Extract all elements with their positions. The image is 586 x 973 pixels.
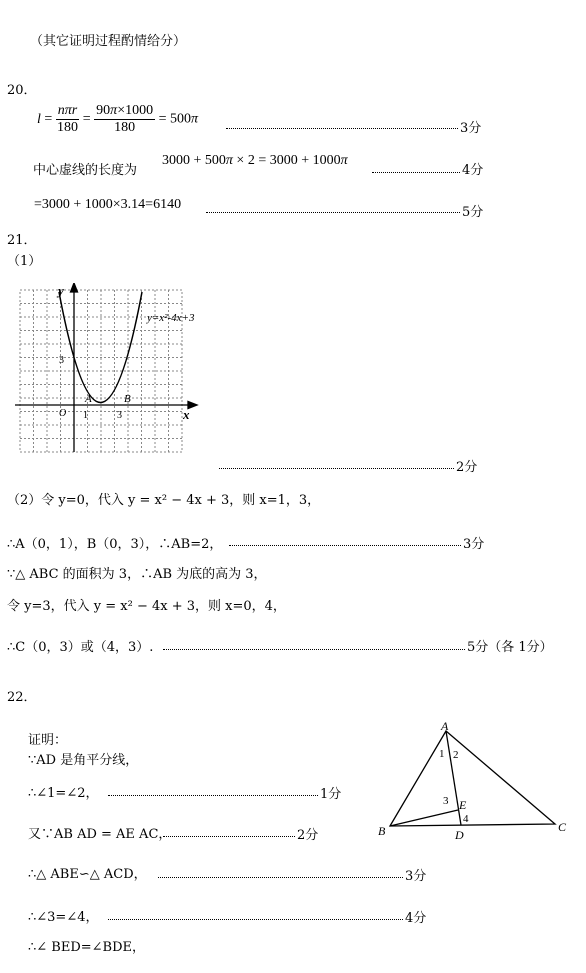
point-b-label: B	[124, 393, 131, 405]
vertex-c: C	[558, 820, 567, 834]
q20-line2-text: 中心虚线的长度为	[33, 163, 138, 178]
q20-line2-dots	[372, 172, 460, 173]
curve-label: y=x²-4x+3	[147, 312, 195, 324]
q22-line2-dots	[108, 795, 318, 796]
tick-3-x: 3	[117, 410, 122, 421]
q21-part2-line2-dots	[229, 545, 461, 546]
q22-line3: 又∵AB AD = AE AC，	[28, 827, 172, 842]
q21-part1-label: （1）	[7, 254, 42, 269]
q20-formula-1: l = nπr 180 = $\frac{90\pi\times 1000}{180}$ = 500π	[37, 103, 199, 135]
q22-line5-score: 4分	[405, 911, 427, 926]
vertex-e: E	[459, 798, 467, 812]
q22-proof-label: 证明：	[28, 733, 68, 748]
q22-line2: ∴∠1=∠2，	[28, 786, 99, 801]
vertex-a: A	[441, 719, 449, 733]
angle-2-label: 2	[453, 749, 459, 761]
q20-line3-formula: =3000 + 1000×3.14=6140	[34, 197, 182, 212]
q22-line2-score: 1分	[320, 787, 342, 802]
vertex-d: D	[455, 828, 464, 842]
q20-line2-score: 4分	[462, 163, 484, 178]
q21-part1-score: 2分	[456, 460, 478, 475]
q22-line4: ∴△ ABE∽△ ACD，	[28, 867, 147, 882]
q22-line1: ∵AD 是角平分线，	[28, 753, 139, 768]
q20-line2-formula: 3000 + 500π × 2 = 3000 + 1000π	[162, 153, 348, 168]
tick-3-y: 3	[59, 355, 64, 366]
point-a-label: A	[85, 393, 92, 405]
q21-part2-line4: 令 y=3，代入 y = x² − 4x + 3，则 x=0，4，	[7, 599, 286, 614]
q22-line4-score: 3分	[405, 869, 427, 884]
tick-1-x: 1	[83, 410, 88, 421]
triangle-figure	[375, 718, 575, 848]
x-axis-label: x	[183, 407, 190, 422]
q21-part2-line3: ∵△ ABC 的面积为 3，∴AB 为底的高为 3，	[7, 567, 267, 582]
q20-line3-score: 5分	[462, 205, 484, 220]
angle-3-label: 3	[443, 795, 449, 807]
vertex-b: B	[378, 824, 386, 838]
q21-part2-line2: ∴A（0，1），B（0，3），∴AB=2，	[7, 537, 223, 552]
q20-number: 20．	[7, 83, 37, 98]
triangle-abc	[390, 731, 555, 826]
q21-part2-line5-score: 5分（各 1分）	[467, 640, 553, 655]
q21-part2-line2-score: 3分	[463, 537, 485, 552]
q21-part2-line1: （2）令 y=0，代入 y = x² − 4x + 3，则 x=1，3，	[7, 493, 321, 508]
angle-4-label: 4	[463, 813, 469, 825]
angle-1-label: 1	[439, 748, 445, 760]
segment-be	[390, 810, 458, 826]
q22-number: 22．	[7, 690, 37, 705]
q22-line4-dots	[158, 877, 403, 878]
q20-line1-score: 3分	[460, 121, 482, 136]
q21-part1-dots	[219, 468, 454, 469]
q21-number: 21．	[7, 233, 37, 248]
q22-line3-dots	[163, 836, 295, 837]
grading-note: （其它证明过程酌情给分）	[30, 34, 187, 49]
q21-part2-line5-dots	[163, 649, 465, 650]
q21-part2-line5: ∴C（0，3）或（4，3）.	[7, 640, 154, 655]
q22-line6: ∴∠ BED=∠BDE，	[28, 940, 146, 955]
q22-line5: ∴∠3=∠4，	[28, 910, 99, 925]
parabola-graph	[15, 283, 220, 458]
y-axis-label: y	[58, 283, 64, 298]
q22-line3-score: 2分	[297, 828, 319, 843]
q22-line5-dots	[108, 919, 403, 920]
q20-line3-dots	[206, 212, 460, 213]
q20-line1-dots	[226, 128, 458, 129]
origin-label: O	[59, 408, 67, 419]
